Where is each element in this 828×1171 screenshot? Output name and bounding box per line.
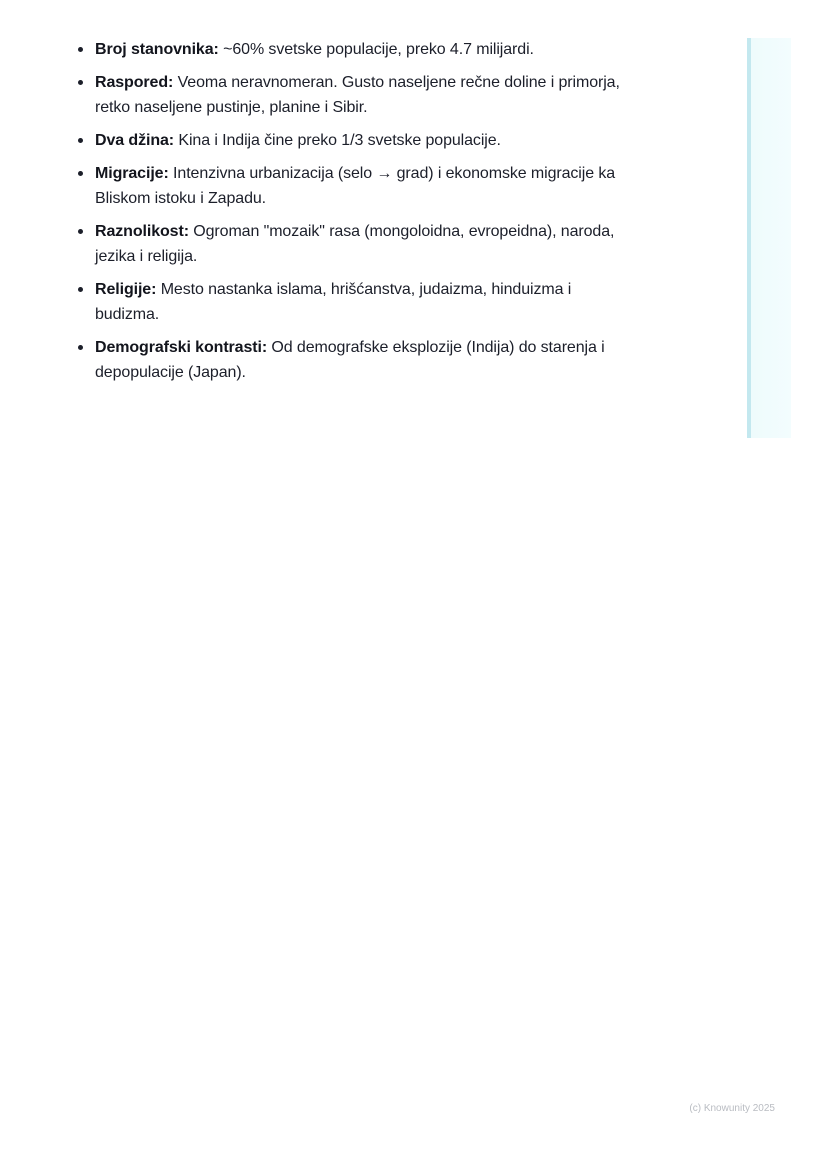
bullet-term: Demografski kontrasti: <box>95 339 268 356</box>
bullet-term: Migracije: <box>95 165 169 182</box>
bullet-icon <box>78 171 83 176</box>
list-item <box>76 128 636 153</box>
list-item <box>76 219 636 269</box>
bullet-text: Kina i Indija čine preko 1/3 svetske populacije. <box>174 132 501 149</box>
bullet-icon <box>78 229 83 234</box>
bullet-term: Raznolikost: <box>95 223 189 240</box>
list-item <box>76 37 636 62</box>
bullet-text: Intenzivna urbanizacija (selo → grad) i ekonomske migracije ka Bliskom istoku i Zapadu. <box>95 165 616 207</box>
bullet-term: Religije: <box>95 281 157 298</box>
bullet-icon <box>78 287 83 292</box>
bullet-text: Mesto nastanka islama, hrišćanstva, judaizma, hinduizma i budizma. <box>95 281 572 323</box>
bullet-text: ~60% svetske populacije, preko 4.7 milijardi. <box>218 41 534 58</box>
bullet-text: Veoma neravnomeran. Gusto naseljene rečne doline i primorja, retko naseljene pustinje, planine i Sibir. <box>95 74 620 116</box>
list-item <box>76 277 636 327</box>
main-content <box>76 37 636 393</box>
bullet-text: Ogroman "mozaik" rasa (mongoloidna, evropeidna), naroda, jezika i religija. <box>95 223 615 265</box>
list-item <box>76 335 636 385</box>
bullet-term: Dva džina: <box>95 132 175 149</box>
bullet-icon <box>78 47 83 52</box>
bullet-icon <box>78 345 83 350</box>
bullet-icon <box>78 138 83 143</box>
list-item <box>76 70 636 120</box>
bullet-text: Od demografske eksplozije (Indija) do starenja i depopulacije (Japan). <box>95 339 605 381</box>
list-item <box>76 161 636 211</box>
bullet-list <box>76 37 636 385</box>
bullet-term: Broj stanovnika: <box>95 41 219 58</box>
copyright-footer: (c) Knowunity 2025 <box>689 1103 775 1114</box>
side-accent-panel <box>747 38 791 438</box>
bullet-term: Raspored: <box>95 74 174 91</box>
bullet-icon <box>78 80 83 85</box>
